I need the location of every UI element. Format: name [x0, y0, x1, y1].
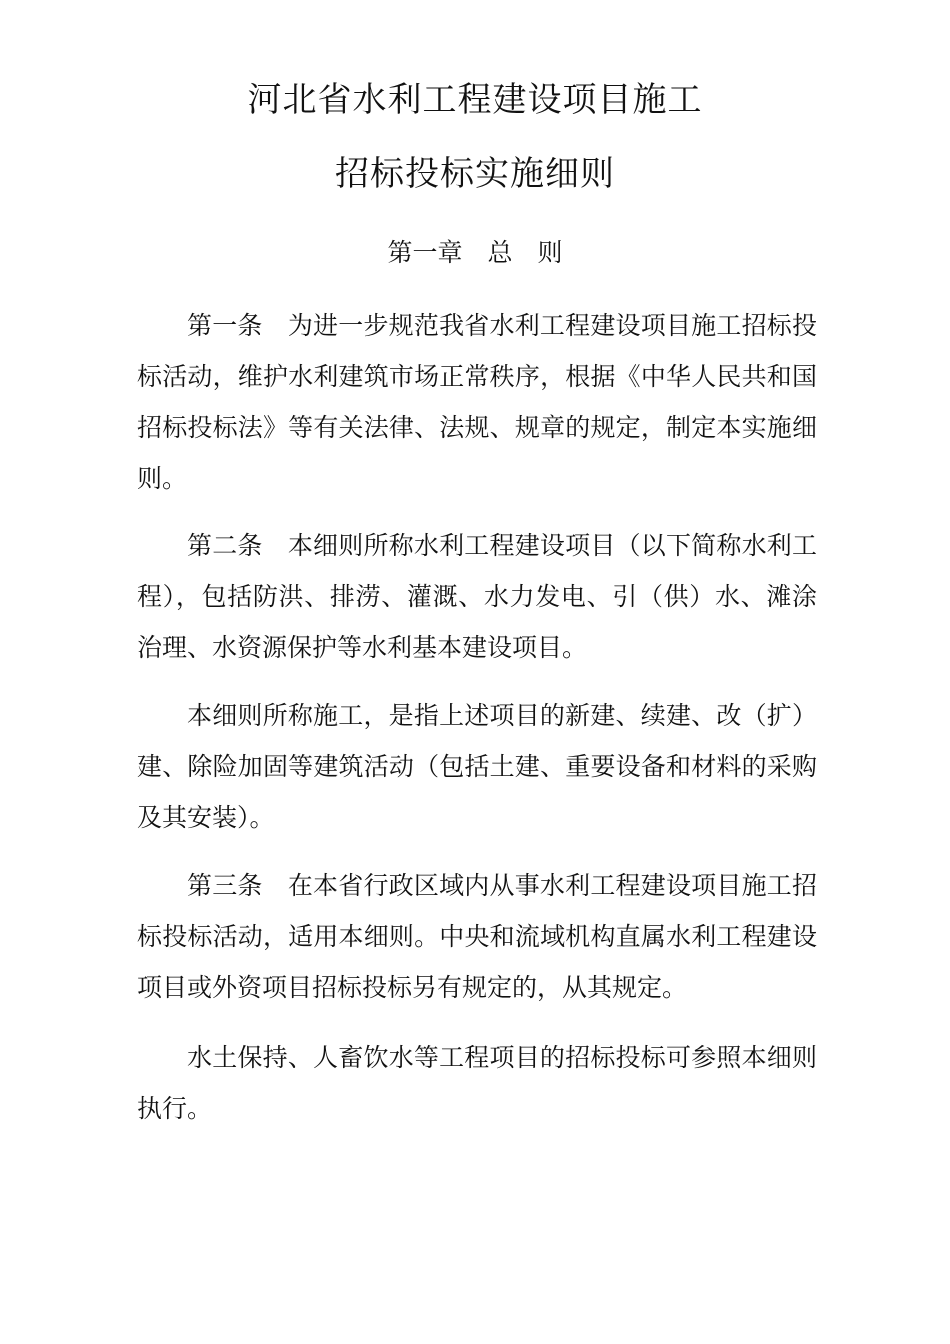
construction-definition-paragraph: 本细则所称施工，是指上述项目的新建、续建、改（扩）建、除险加固等建筑活动（包括土建、重要设备和材料的采购及其安装）。 [137, 701, 817, 832]
chapter-heading: 第一章 总 则 [387, 238, 563, 267]
article-3-paragraph: 第三条 在本省行政区域内从事水利工程建设项目施工招标投标活动，适用本细则。中央和流域机构直属水利工程建设项目或外资项目招标投标另有规定的，从其规定。 [137, 871, 817, 1002]
document-title-line1: 河北省水利工程建设项目施工 [247, 80, 703, 120]
article-1-paragraph: 第一条 为进一步规范我省水利工程建设项目施工招标投标活动，维护水利建筑市场正常秩序，根据《中华人民共和国招标投标法》等有关法律、法规、规章的规定，制定本实施细则。 [137, 311, 817, 493]
reference-scope-paragraph: 水土保持、人畜饮水等工程项目的招标投标可参照本细则执行。 [137, 1043, 817, 1123]
article-2-paragraph: 第二条 本细则所称水利工程建设项目（以下简称水利工程），包括防洪、排涝、灌溉、水力发电、引（供）水、滩涂治理、水资源保护等水利基本建设项目。 [137, 531, 817, 662]
document-title-line2: 招标投标实施细则 [335, 154, 615, 194]
